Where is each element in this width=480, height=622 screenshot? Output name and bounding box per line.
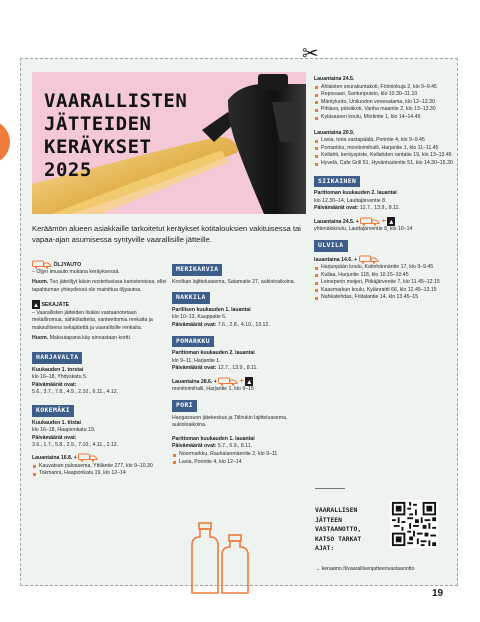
pori-dates: Päivämäärät ovat: 5.7., 6.9., 8.11. [172, 443, 253, 450]
oil-truck-icon [32, 260, 52, 269]
siikainen-location: yhtenäiskoulu, Lauttajärventie 8, klo 10–14 [314, 226, 413, 233]
pomarkku-dates: Päivämäärät ovat: 12.7., 13.9., 8.11. [172, 365, 258, 372]
oljyauto-title: ÖLJYAUTO [53, 261, 82, 268]
qr-code[interactable] [390, 500, 438, 548]
tag-siikainen: SIIKAINEN [314, 176, 360, 188]
pori-info: Hangassuon jätekeskus ja Tiilirukin lajitteluasema, aukioloaikoina. [172, 414, 288, 429]
intro-text: Keräämön alueen asiakkaille tarkoitetut keräykset kotitalouksien vakituisessa tai vapaa-ajan asumisessa syntyville vaarallisille jätteille. [32, 224, 301, 244]
sat209-stop-1: Lavia, toria vastapäätä, Porintie 4, klo 9–9.45 [314, 137, 454, 145]
section-ulvila [314, 240, 454, 302]
kokemaki-time: klo 16–18, Haapionkatu 19. [32, 427, 96, 434]
middle-column [172, 264, 308, 466]
oljyauto-note: Huom. Tuo jäteöljyt käsin nostettavissa kanistereissa, ellei tapahtuman yhteydessä ole mainittua öljyautoa. [32, 279, 167, 293]
ulvila-stop-4: Kaasmarkun koulu, Kylänraitti 66, klo 12.45–13.15 [314, 287, 454, 295]
siikainen-time: klo 12.30–14, Lauttajärventie 8. [314, 197, 387, 204]
tag-pori: PORI [172, 400, 197, 412]
section-pori [172, 400, 308, 466]
oil-truck-icon [78, 453, 98, 462]
sat209-stop-4: Hyvelä, Cafe Grill 51, Hyväntuulentie 51, klo 14.30–15.30 [314, 160, 454, 168]
kokemaki-schedule: Kuukauden 1. tiistai [32, 419, 82, 426]
nakkila-time: klo 10–13, Kauppatie 6. [172, 314, 227, 321]
sat209-stop-2: Pomarkku, monitoimihalli, Harjantie 1, klo 11–11.45 [314, 145, 454, 153]
plus-icon: + [381, 217, 386, 225]
sekajate-legend [32, 300, 168, 342]
ulvila-stop-3: Leineperin meijeri, Pitkäjärventie 7, klo 11.45–12.15 [314, 279, 454, 287]
bottles-illustration [184, 515, 256, 595]
siikainen-extra-date: Lauantaina 24.5. + + [314, 217, 454, 226]
section-merikarvia [172, 264, 308, 286]
kokemaki-dates: 3.6., 1.7., 5.8., 2.9., 7.10., 4.11., 2.12. [32, 442, 119, 449]
legend-column [32, 260, 168, 478]
harjavalta-time: klo 16–18, Yhdyskatu 5. [32, 374, 88, 381]
right-column [314, 76, 454, 302]
sekajate-note: Huom. Maksutapana käy ainoastaan kortti. [32, 334, 132, 341]
tag-ulvila: ULVILA [314, 240, 348, 252]
nakkila-schedule: Parillisen kuukauden 1. lauantai [172, 306, 251, 313]
sekajate-title: SEKAJÄTE [41, 302, 70, 309]
merikarvia-info: Kroókan lajitteluasema, Satamatie 27, aukioloaikoina. [172, 278, 296, 285]
waste-bag-icon [245, 377, 253, 386]
qr-call-to-action: VAARALLISEN JÄTTEEN VASTAANOTTO, KATSO TARKAT AJAT: [315, 506, 362, 552]
oljyauto-text: – Öljyn imuauto mukana keräyksessä. [32, 269, 120, 276]
pori-stop-2: Lavia, Porintie 4, klo 12–14 [172, 459, 308, 467]
sat245-stop-3: Mäntyluoto, Uniluodon venesatama, klo 12–12.30 [314, 99, 454, 107]
nakkila-dates: Päivämäärät ovat: 7.6., 2.8., 4.10., 13.12. [172, 321, 270, 328]
ulvila-date: lauantaina 14.6. + [314, 255, 454, 264]
siikainen-schedule: Parittoman kuukauden 2. lauantai [314, 190, 397, 197]
oil-truck-icon [360, 217, 380, 226]
pomarkku-time: klo 9–11, Harjantie 1. [172, 357, 221, 364]
tag-harjavalta: HARJAVALTA [32, 352, 82, 364]
divider [315, 488, 345, 489]
ulvila-stop-1: Harjunpään koulu, Katinhännäntie 17, klo 9–9.45 [314, 264, 454, 272]
sat209-title: Lauantaina 20.9. [314, 129, 355, 136]
kokemaki-dates-label: Päivämäärät ovat: [32, 434, 77, 441]
hero-banner [32, 72, 306, 214]
tag-nakkila: NAKKILA [172, 292, 210, 304]
hero-title: VAARALLISTEN JÄTTEIDEN KERÄYKSET 2025 [44, 90, 188, 181]
section-saturday-245 [314, 76, 454, 122]
ulvila-stop-5: Nahkatehdas, Friitalantie 14, klo 13.45–15 [314, 294, 454, 302]
tag-kokemaki: KOKEMÄKI [32, 405, 74, 417]
pomarkku-location: monitoimihalli, Harjantie 1, klo 9–15 [172, 386, 254, 393]
section-kokemaki [32, 405, 168, 478]
sat245-stop-2: Reposaari, Santunpuisto, klo 10.30–11.10 [314, 91, 454, 99]
pori-schedule: Parittoman kuukauden 1. lauantai [172, 435, 255, 442]
page-number: 19 [432, 588, 444, 599]
pomarkku-schedule: Parittoman kuukauden 2. lauantai [172, 350, 255, 357]
kokemaki-stop-1: Kauvatsan paloasema, Yttiläntie 277, klo 9–10.30 [32, 463, 168, 471]
scissors-icon: ✂ [302, 41, 319, 65]
oljyauto-legend [32, 260, 168, 294]
section-pomarkku [172, 336, 308, 394]
harjavalta-dates-label: Päivämäärät ovat: [32, 381, 77, 388]
qr-link[interactable]: → keraamo.fi/vaarallisenjatteenvastaanotto [315, 566, 415, 572]
sat245-stop-4: Pihlava, päiväkoti, Vanha maantie 2, klo 13–13.30 [314, 106, 454, 114]
sat245-stop-5: Kyläsaaren koulu, Mörtintie 1, klo 14–14.45 [314, 114, 454, 122]
siikainen-dates: Päivämäärät ovat: 12.7., 13.9., 8.11. [314, 205, 400, 212]
tag-pomarkku: POMARKKU [172, 336, 214, 348]
oil-truck-icon [359, 255, 379, 264]
kokemaki-stop-2: Tokmanni, Haapionkatu 19, klo 12–14 [32, 470, 168, 478]
sat245-stop-1: Ahlaisten seurakuntakoti, Fööninkuja 2, klo 9–9.45 [314, 84, 454, 92]
waste-bag-icon [387, 217, 395, 226]
section-saturday-209 [314, 130, 454, 168]
pori-stop-1: Noormarkku, Rauhalanmäentie 2, klo 9–11 [172, 451, 308, 459]
pomarkku-extra-date: Lauantaina 28.6. + + [172, 377, 308, 386]
harjavalta-schedule: Kuukauden 1. torstai [32, 366, 84, 373]
section-nakkila [172, 292, 308, 329]
section-siikainen [314, 176, 454, 234]
tag-merikarvia: MERIKARVIA [172, 264, 222, 276]
harjavalta-dates: 5.6., 3.7., 7.8., 4.9., 2.10., 6.11., 4.12. [32, 389, 119, 396]
sat245-title: Lauantaina 24.5. [314, 76, 355, 82]
ulvila-stop-2: Kullaa, Harjuntie 118, klo 10.15–10.45 [314, 272, 454, 280]
plus-icon: + [239, 377, 244, 385]
sekajate-text: – Vaarallisten jätteiden lisäksi vastaanotetaan metalliromua, sähkölaitteita, vanteettomia renkaita ja maksullisena sekajätettä ja vaarallisille renkaita. [32, 309, 153, 331]
section-harjavalta [32, 352, 168, 397]
kokemaki-extra-date: Lauantaina 16.8. + [32, 453, 168, 462]
sat209-stop-3: Kellahti, keräyspiste, Kellahden rantatie 19, klo 13–13.45 [314, 152, 454, 160]
oil-truck-icon [218, 377, 238, 386]
waste-bag-icon [32, 300, 40, 309]
